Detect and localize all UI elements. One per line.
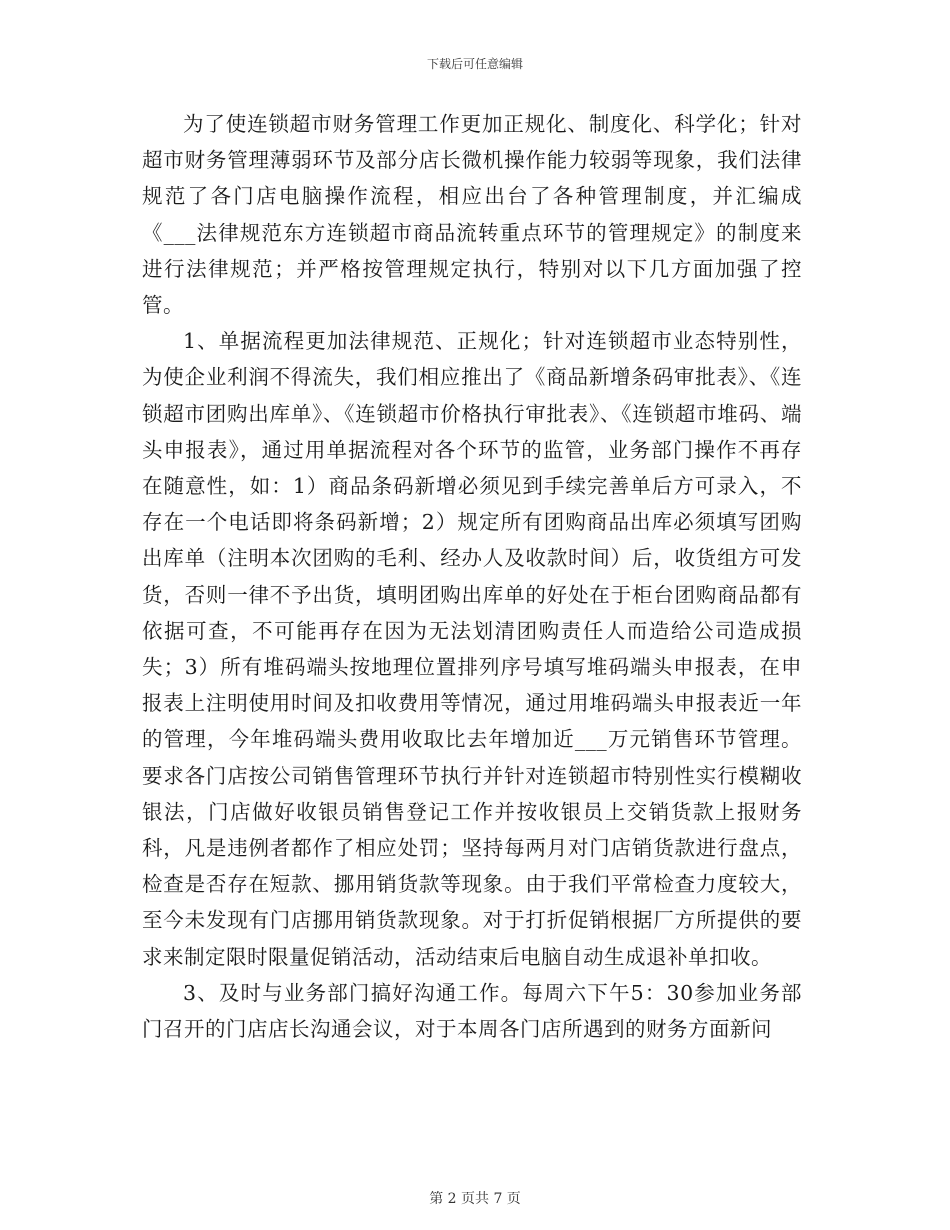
document-body <box>142 106 802 1047</box>
paragraph-intro: 为了使连锁超市财务管理工作更加正规化、制度化、科学化；针对超市财务管理薄弱环节及部分店长微机操作能力较弱等现象，我们法律规范了各门店电脑操作流程，相应出台了各种管理制度，并汇编成《___法律规范东方连锁超市商品流转重点环节的管理规定》的制度来进行法律规范；并严格按管理规定执行，特别对以下几方面加强了控管。 <box>142 112 802 318</box>
paragraph-document-flow: 1、单据流程更加法律规范、正规化；针对连锁超市业态特别性，为使企业利润不得流失，我们相应推出了《商品新增条码审批表》、《连锁超市团购出库单》、《连锁超市价格执行审批表》、《连锁超市堆码、端头申报表》，通过用单据流程对各个环节的监管，业务部门操作不再存在随意性，如：1）商品条码新增必须见到手续完善单后方可录入，不存在一个电话即将条码新增；2）规定所有团购商品出库必须填写团购出库单（注明本次团购的毛利、经办人及收款时间）后，收货组方可发货，否则一律不予出货，填明团购出库单的好处在于柜台团购商品都有依据可查，不可能再存在因为无法划清团购责任人而造给公司造成损失；3）所有堆码端头按地理位置排列序号填写堆码端头申报表，在申报表上注明使用时间及扣收费用等情况，通过用堆码端头申报表近一年的管理，今年堆码端头费用收取比去年增加近___万元销售环节管理。要求各门店按公司销售管理环节执行并针对连锁超市特别性实行模糊收银法，门店做好收银员销售登记工作并按收银员上交销货款上报财务科，凡是违例者都作了相应处罚；坚持每两月对门店销货款进行盘点，检查是否存在短款、挪用销货款等现象。由于我们平常检查力度较大，至今未发现有门店挪用销货款现象。对于打折促销根据厂方所提供的要求来制定限时限量促销活动，活动结束后电脑自动生成退补单扣收。 <box>142 329 802 969</box>
page-header: 下载后可任意编辑 <box>426 57 523 71</box>
page-footer: 第 2 页共 7 页 <box>429 1191 521 1207</box>
paragraph-communication: 3、及时与业务部门搞好沟通工作。每周六下午5：30参加业务部门召开的门店店长沟通会议，对于本周各门店所遇到的财务方面新问 <box>142 980 802 1042</box>
